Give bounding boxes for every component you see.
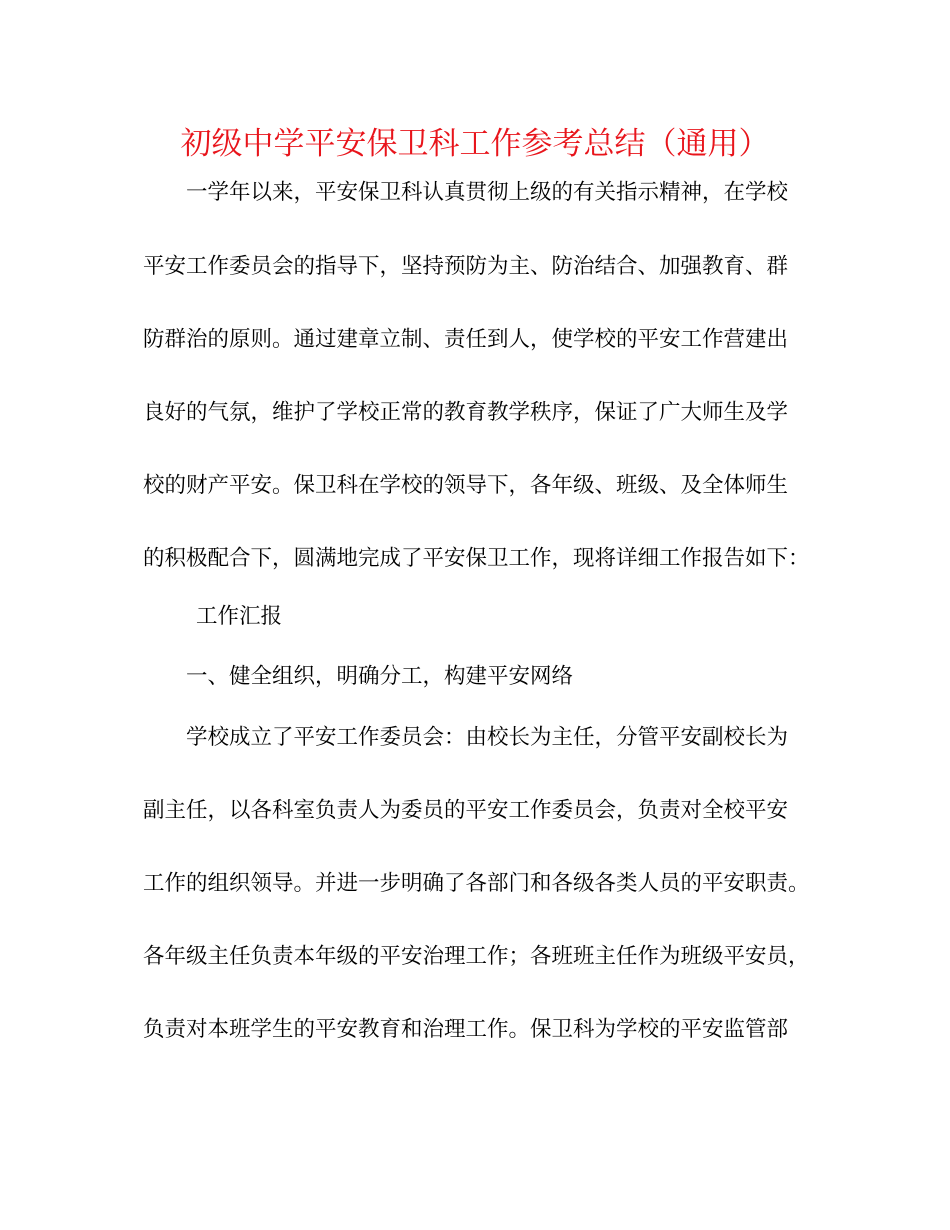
paragraph-line: 负责对本班学生的平安教育和治理工作。保卫科为学校的平安监管部 (143, 1017, 789, 1042)
paragraph-line: 一学年以来，平安保卫科认真贯彻上级的有关指示精神，在学校 (186, 180, 789, 205)
paragraph-line: 的积极配合下，圆满地完成了平安保卫工作，现将详细工作报告如下： (143, 546, 810, 571)
section-heading: 一、健全组织，明确分工，构建平安网络 (186, 664, 574, 689)
paragraph-line: 副主任，以各科室负责人为委员的平安工作委员会，负责对全校平安 (143, 798, 789, 823)
paragraph-line: 良好的气氛，维护了学校正常的教育教学秩序，保证了广大师生及学 (143, 400, 789, 425)
paragraph-line: 防群治的原则。通过建章立制、责任到人，使学校的平安工作营建出 (143, 327, 789, 352)
paragraph-line: 各年级主任负责本年级的平安治理工作；各班班主任作为班级平安员， (143, 944, 810, 969)
paragraph-line: 平安工作委员会的指导下，坚持预防为主、防治结合、加强教育、群 (143, 254, 789, 279)
paragraph-line: 校的财产平安。保卫科在学校的领导下，各年级、班级、及全体师生 (143, 473, 789, 498)
paragraph-line: 工作的组织领导。并进一步明确了各部门和各级各类人员的平安职责。 (143, 871, 810, 896)
section-heading: 工作汇报 (196, 604, 283, 629)
document-title: 初级中学平安保卫科工作参考总结（通用） (180, 126, 770, 162)
paragraph-line: 学校成立了平安工作委员会：由校长为主任，分管平安副校长为 (186, 725, 789, 750)
